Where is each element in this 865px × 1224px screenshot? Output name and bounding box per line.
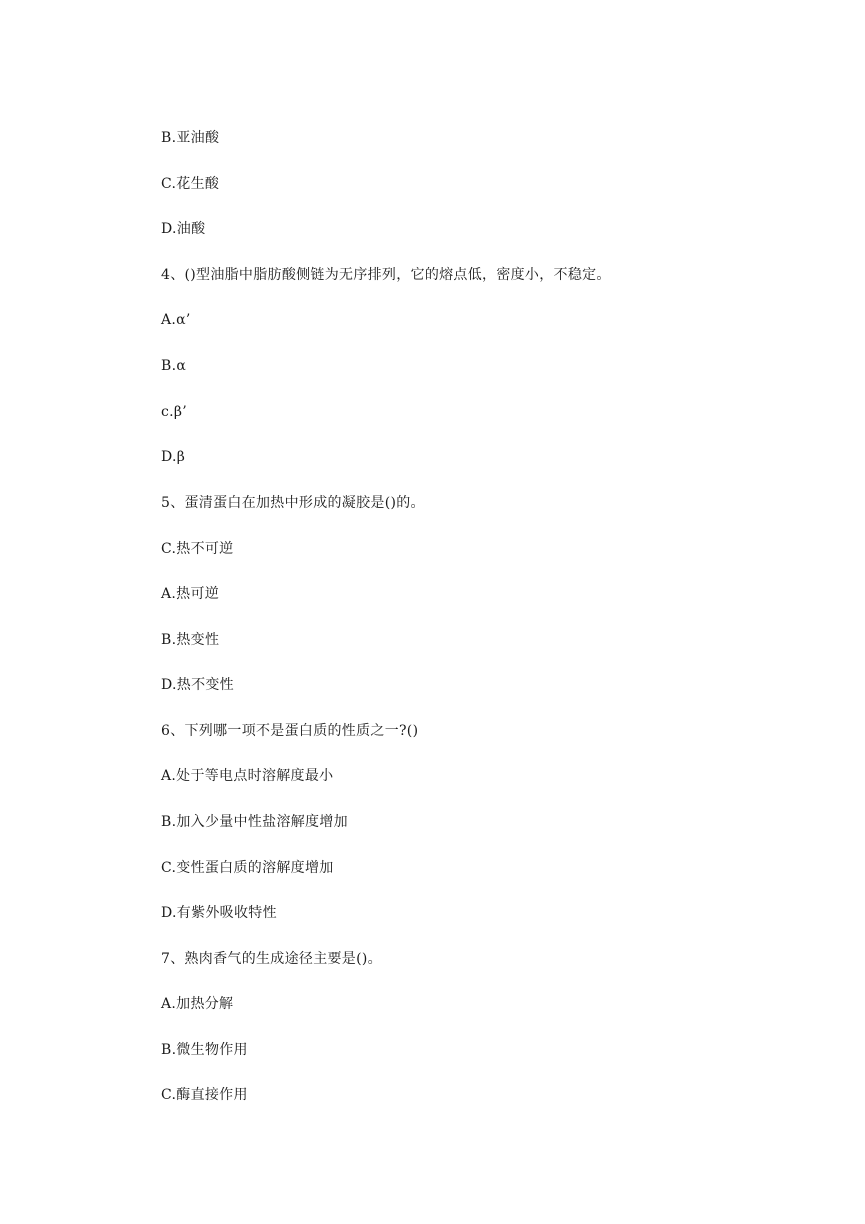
- option-b-q3: B.亚油酸: [161, 130, 220, 146]
- option-a-q4: A.α’: [161, 312, 191, 328]
- option-c-q6: C.变性蛋白质的溶解度增加: [161, 860, 334, 876]
- option-b-q4: B.α: [161, 358, 187, 374]
- option-c-q7: C.酶直接作用: [161, 1087, 248, 1103]
- option-d-q6: D.有紫外吸收特性: [161, 905, 277, 921]
- option-b-q5: B.热变性: [161, 632, 220, 648]
- option-a-q7: A.加热分解: [161, 996, 234, 1012]
- question-7: 7、熟肉香气的生成途径主要是()。: [161, 951, 382, 967]
- option-d-q4: D.β: [161, 449, 186, 465]
- question-5: 5、蛋清蛋白在加热中形成的凝胶是()的。: [161, 495, 425, 511]
- question-4: 4、()型油脂中脂肪酸侧链为无序排列，它的熔点低，密度小，不稳定。: [161, 267, 611, 283]
- option-c-q3: C.花生酸: [161, 176, 220, 192]
- option-a-q5: A.热可逆: [161, 586, 220, 602]
- option-a-q6: A.处于等电点时溶解度最小: [161, 768, 334, 784]
- option-d-q5: D.热不变性: [161, 677, 234, 693]
- question-6: 6、下列哪一项不是蛋白质的性质之一?(): [161, 723, 419, 739]
- option-d-q3: D.油酸: [161, 221, 206, 237]
- option-b-q6: B.加入少量中性盐溶解度增加: [161, 814, 348, 830]
- option-c-q5: C.热不可逆: [161, 541, 234, 557]
- option-c-q4: c.β’: [161, 404, 188, 420]
- option-b-q7: B.微生物作用: [161, 1042, 248, 1058]
